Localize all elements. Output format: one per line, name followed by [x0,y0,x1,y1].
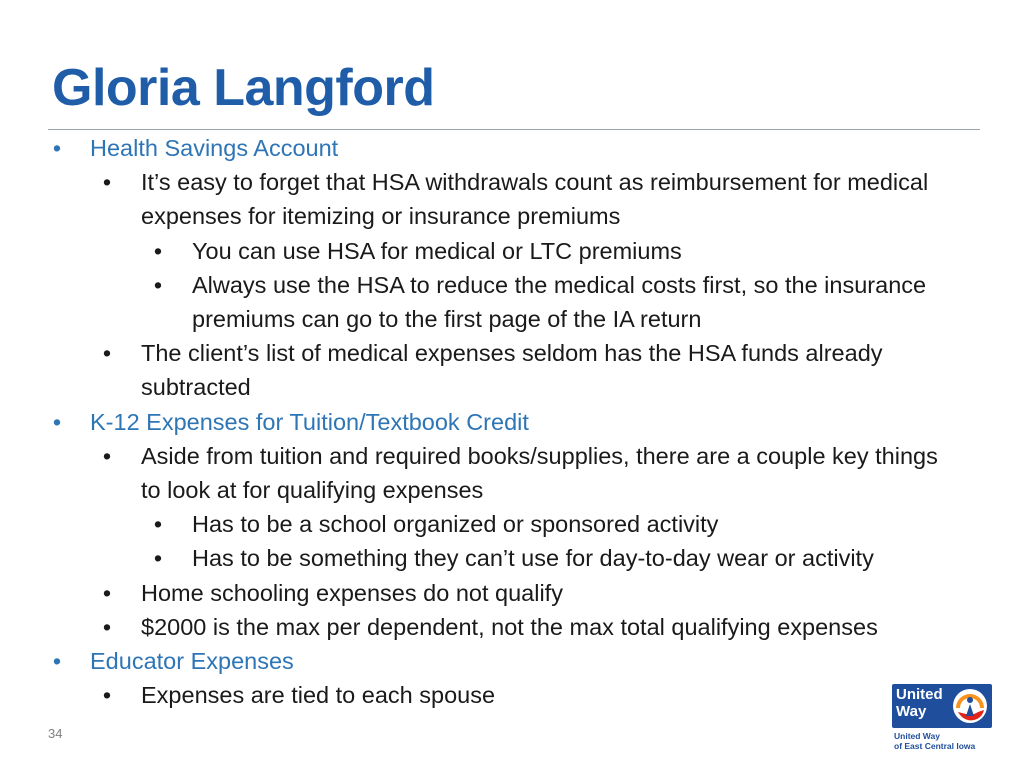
bullet-marker: • [102,579,112,606]
title-divider [48,129,980,130]
bullet-marker: • [102,169,112,196]
bullet-text: K-12 Expenses for Tuition/Textbook Credit [90,408,529,435]
bullet-marker: • [52,408,62,435]
bullet-text: Aside from tuition and required books/supplies, there are a couple key things to look at for qualifying expenses [141,442,938,504]
bullet-marker: • [102,613,112,640]
logo-badge [892,684,992,728]
united-way-logo [892,684,992,754]
bullet-text: Health Savings Account [90,135,339,161]
bullet-item-level3 [0,268,1000,336]
logo-wordmark [896,686,943,720]
bullet-text: The client’s list of medical expenses seldom has the HSA funds already subtracted [141,340,883,401]
bullet-marker: • [102,682,112,709]
bullet-marker: • [52,135,62,161]
bullet-text: Has to be something they can’t use for day-to-day wear or activity [192,545,874,572]
bullet-marker: • [52,648,62,675]
bullet-text: $2000 is the max per dependent, not the max total qualifying expenses [141,613,878,640]
bullet-text: It’s easy to forget that HSA withdrawals count as reimbursement for medical expenses for itemizing or insurance premiums [141,169,929,230]
bullet-item-level2 [0,165,1000,233]
slide-title: Gloria Langford [52,59,435,117]
bullet-item-level1 [0,644,1000,678]
logo-sub-line1: United Way [894,731,940,741]
bullet-text: Educator Expenses [90,648,294,675]
bullet-marker: • [153,511,163,538]
bullet-marker: • [153,545,163,572]
logo-sub-line2: of East Central Iowa [894,741,976,751]
bullet-item-level3 [0,507,1000,541]
bullet-item-level2 [0,678,1000,712]
bullet-item-level3 [0,541,1000,575]
bullet-item-level1 [0,405,1000,439]
bullet-marker: • [102,442,112,469]
bullet-text: Always use the HSA to reduce the medical costs first, so the insurance premiums can go to the first page of the IA return [192,271,927,333]
bullet-item-level2 [0,576,1000,610]
page-number: 34 [48,726,63,741]
bullet-text: You can use HSA for medical or LTC premiums [192,237,682,264]
bullet-marker: • [153,237,163,264]
bullet-marker: • [102,340,112,367]
helping-hand-icon [950,686,990,726]
bullet-item-level1 [0,131,1000,165]
bullet-item-level2 [0,336,1000,404]
logo-word-united: United [896,686,943,703]
bullet-marker: • [153,271,163,298]
bullet-text: Expenses are tied to each spouse [141,682,496,709]
bullet-list [0,131,1000,712]
bullet-item-level2 [0,439,1000,507]
logo-word-way: Way [896,703,927,720]
bullet-text: Has to be a school organized or sponsored activity [192,511,719,538]
bullet-item-level3 [0,234,1000,268]
bullet-item-level2 [0,610,1000,644]
bullet-text: Home schooling expenses do not qualify [141,579,563,606]
logo-subtitle [894,731,975,751]
